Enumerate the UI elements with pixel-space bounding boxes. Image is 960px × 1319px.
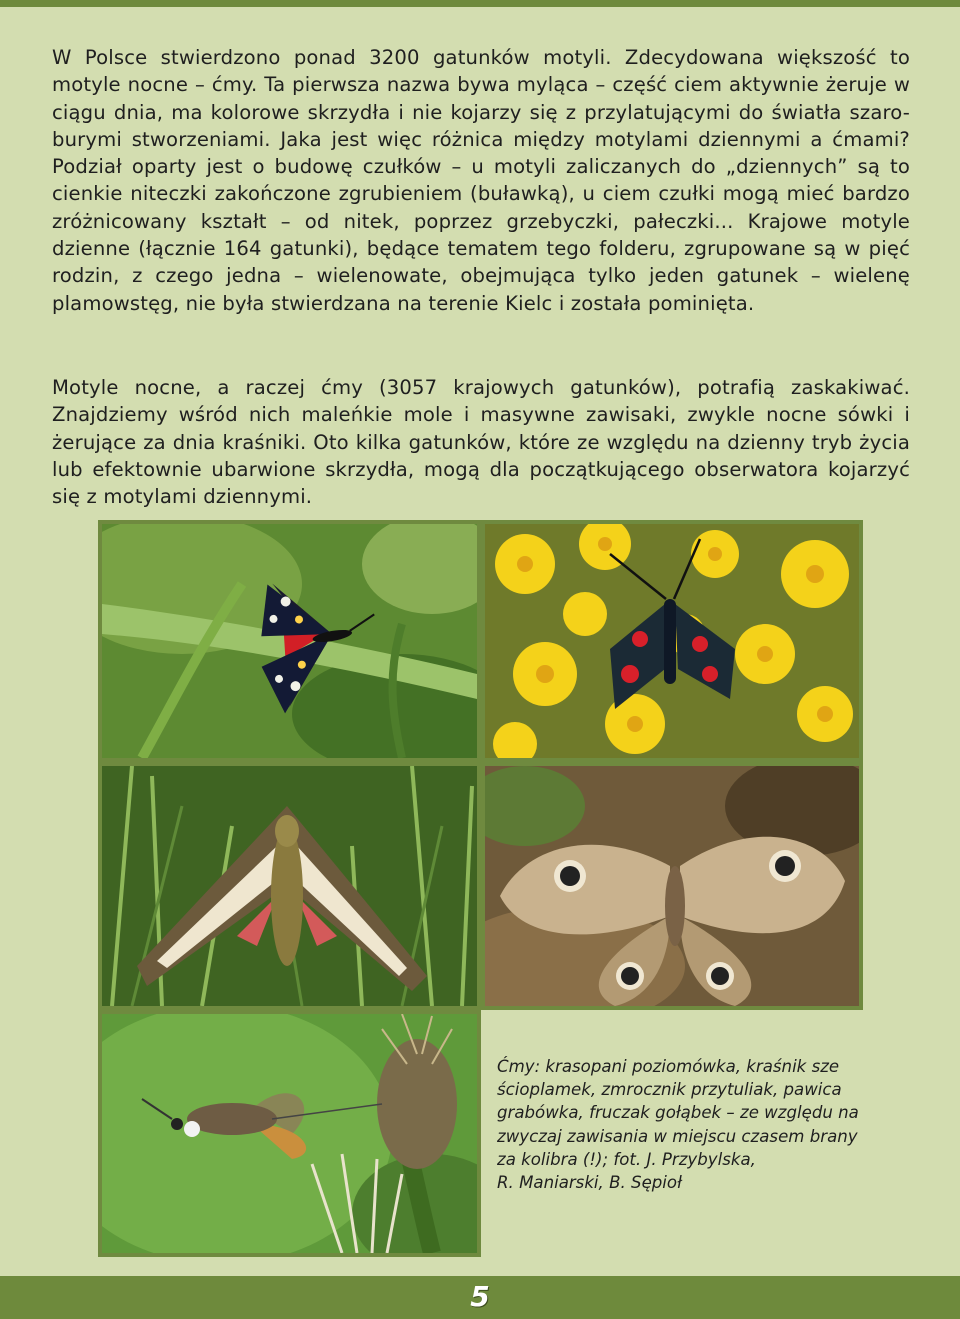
top-stripe [0,0,960,7]
caption-line: R. Maniarski, B. Sępioł [497,1173,682,1193]
photo-hummingbird-hawk-moth [98,1010,481,1257]
photo-caption [497,1055,863,1194]
photo-hawk-moth [98,762,481,1010]
caption-line: ścioplamek, zmrocznik przytuliak, pawica [497,1080,842,1100]
caption-line: Ćmy: krasopani poziomówka, kraśnik sze [497,1057,840,1076]
page-number: 5 [470,1280,490,1313]
intro-paragraph: W Polsce stwierdzono ponad 3200 gatunków motyli. Zdecydowana większość to motyle nocne – ćmy. Ta pierwsza nazwa bywa myląca – część ciem aktywnie żeruje w ciągu dnia, ma kolorowe skrzydła i nie kojarzy się z przylatującymi do światła szaro-burymi stworzeniami. Jaka jest więc różnica między motylami dziennymi a ćmami? Podział oparty jest o budowę czułków – u motyli zaliczanych do „dziennych” są to cienkie niteczki zakończone zgrubieniem (buławką), u ciem czułki mogą mieć bardzo zróżnicowany kształt – od nitek, poprzez grzebyczki, pałeczki... Krajowe motyle dzienne (łącznie 164 gatunki), będące tematem tego folderu, zgrupowane są w pięć rodzin, z czego jedna – wielenowate, obejmująca tylko jeden gatunek – wielenę plamowstęg, nie była stwierdzana na terenie Kielc i została pominięta. [52,46,910,315]
moths-paragraph: Motyle nocne, a raczej ćmy (3057 krajowych gatunków), potrafią zaskakiwać. Znajdziemy wśród nich maleńkie mole i masywne zawisaki, zwykle nocne sówki i żerujące za dnia kraśniki. Oto kilka gatunków, które ze względu na dzienny tryb życia lub efektownie ubarwione skrzydła, mogą dla początkującego obserwatora kojarzyć się z motylami dziennymi. [52,376,910,509]
photo-emperor-moth [481,762,863,1010]
caption-line: zwyczaj zawisania w miejscu czasem brany [497,1126,858,1146]
photo-burnet-moth [481,520,863,762]
caption-line: za kolibra (!); fot. J. Przybylska, [497,1149,756,1169]
caption-line: grabówka, fruczak gołąbek – ze względu na [497,1103,859,1123]
photo-scarlet-tiger-moth [98,520,481,762]
